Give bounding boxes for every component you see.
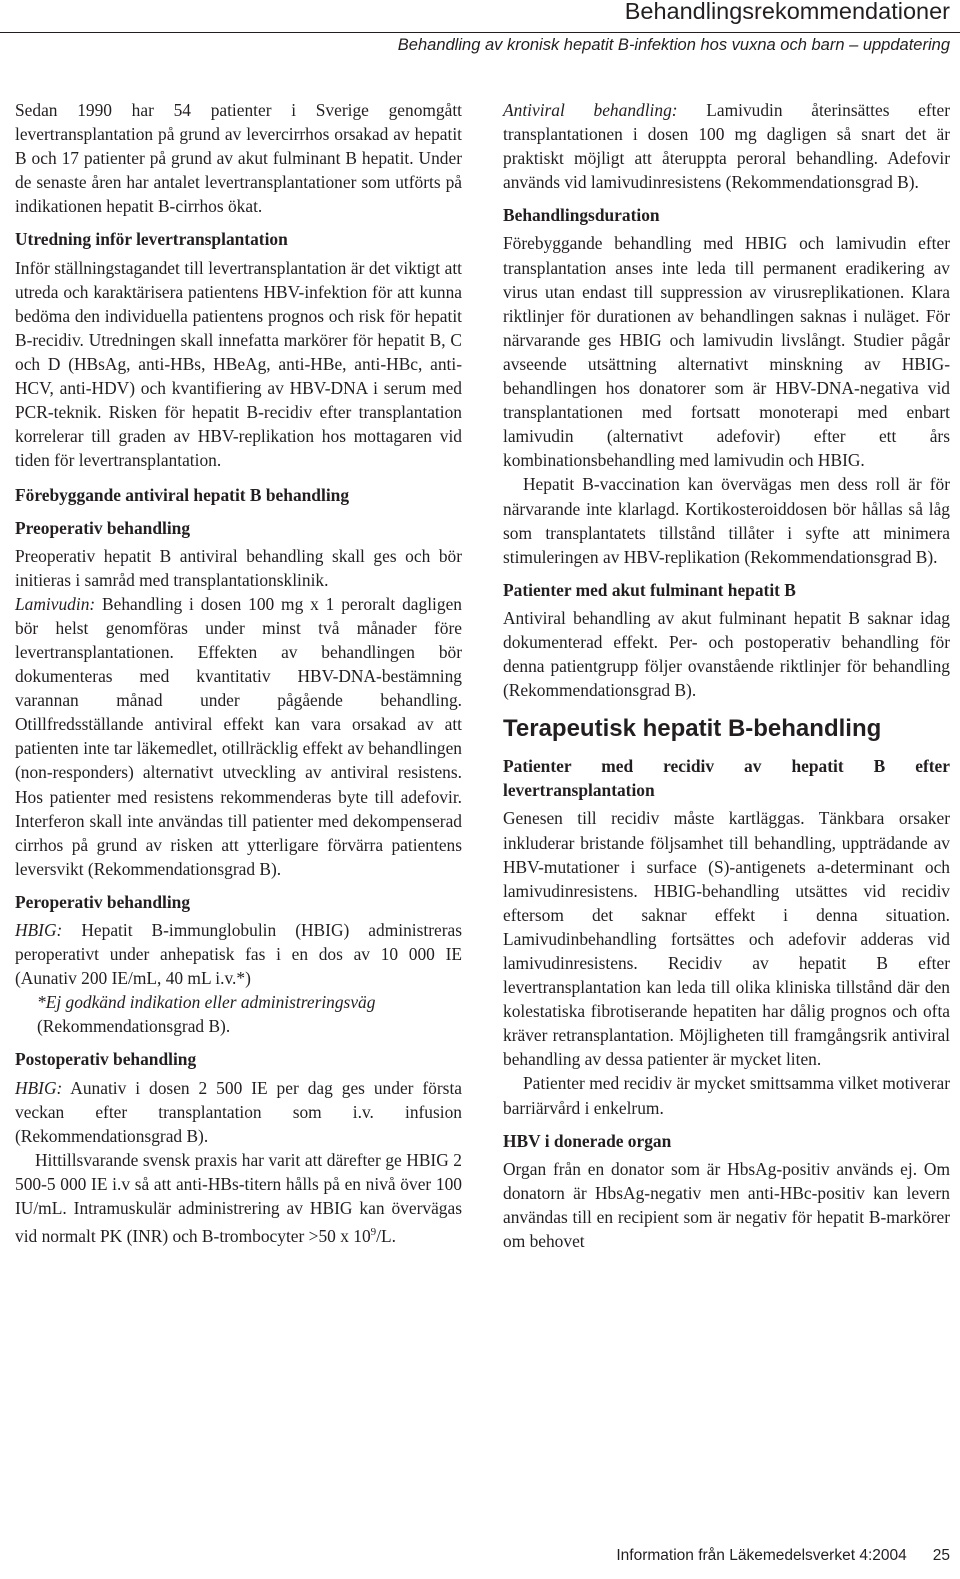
heading-akut-fulminant: Patienter med akut fulminant hepatit B (503, 579, 796, 600)
peroperativ-text: Hepatit B-immunglobulin (HBIG) administreras peroperativt under anhepatisk fas i en dos av 10 000 IE (Aunativ 200 IE/mL, 40 mL i.v.*) (15, 920, 462, 989)
heading-peroperativ: Peroperativ behandling (15, 891, 191, 912)
exponent: 9 (370, 1226, 377, 1239)
postoperativ-paragraph-2 (15, 1148, 462, 1248)
lamivudin-label: Lamivudin: (15, 593, 96, 614)
akut-paragraph: Antiviral behandling av akut fulminant hepatit B saknar idag dokumenterad effekt. Per- och postoperativ behandling för denna patientgrupp följer ovanstående riktlinjer för behandling (Rekommendationsgrad B). (503, 607, 950, 701)
duration-paragraph-1: Förebyggande behandling med HBIG och lamivudin efter transplantation anses inte leda till permanent eradikering av virus utan endast till suppression av virusreplikationen. Klara riktlinjer för durationen av behandlingen saknas i nuläget. För närvarande ges HBIG och lamivudin livslångt. Studier pågår avseende utsättning alternativt minskning av HBIG-behandlingen hos donatorer som är HBV-DNA-negativa vid transplantationen med fortsatt monoterapi med enbart lamivudin (alternativt adefovir) efter ett års kombinationsbehandling med lamivudin och HBIG. (503, 233, 950, 471)
right-column (503, 98, 950, 1253)
heading-preoperativ: Preoperativ behandling (15, 517, 191, 538)
postoperativ-text-2a: Hittillsvarande svensk praxis har varit att därefter ge HBIG 2 500-5 000 IE i.v så att anti-HBs-titern hålls på en nivå över 100 IU/mL. Intramuskulär administrering av HBIG kan övervägas vid normalt PK (INR) och B-trombocyter >50 x 10 (15, 1149, 462, 1246)
heading-behandlingsduration: Behandlingsduration (503, 205, 660, 226)
running-header-title: Behandlingsrekommendationer (624, 0, 950, 24)
heading-terapeutisk: Terapeutisk hepatit B-behandling (503, 715, 882, 743)
heading-utredning: Utredning inför levertransplantation (15, 229, 288, 250)
postoperativ-paragraph-1 (15, 1076, 462, 1148)
preoperativ-paragraph: Preoperativ hepatit B antiviral behandling skall ges och bör initieras i samråd med transplantationsklinik. (15, 545, 462, 590)
antiviral-label: Antiviral behandling: (503, 100, 678, 120)
recidiv-paragraph-1: Genesen till recidiv måste kartläggas. Tänkbara orsaker inkluderar bristande följsamhet till behandling, uppträdande av HBV-mutationer i surface (S)-antigenets a-determinant och lamivudinresistens. HBIG-behandling utsättes vid recidiv eftersom det saknar effekt i denna situation. Lamivudinbehandling fortsättes och adefovir adderas vid lamivudinresistens. Recidiv av hepatit B efter levertransplantation kan leda till olika kliniska tillstånd där den kolestatiska fibrotiserande hepatiten har dålig prognos och ofta kräver retransplantation. Möjligheten till framgångsrik antiviral behandling av dessa patienter är mycket liten. (503, 808, 950, 1070)
page-footer (616, 1547, 950, 1565)
hbig-label: HBIG: (15, 1077, 63, 1098)
postoperativ-text-2b: /L. (376, 1225, 396, 1246)
header-rule (0, 32, 960, 33)
heading-recidiv: Patienter med recidiv av hepatit B efter levertransplantation (503, 756, 950, 801)
lamivudin-text: Behandling i dosen 100 mg x 1 peroralt dagligen bör helst genomföras under minst två månader före levertransplantationen. Effekten av behandlingen bör dokumenteras med kvantitativ HBV-DNA-bestämning varannan månad under pågående behandling. Otillfredsställande antiviral effekt kan vara orsakad av att patienten inte tar läkemedlet, otillräcklig effekt av behandlingen (non-responders) alternativt utveckling av antiviral resistens. Hos patienter med resistens rekommenderas byte till adefovir. Interferon skall inte användas till patienter med dekompenserad cirrhos på grund av risken att ytterligare förvärra patientens leversvikt (Rekommendationsgrad B). (15, 593, 462, 879)
postoperativ-text-1: Aunativ i dosen 2 500 IE per dag ges under första veckan efter transplantation som i.v. infusion (Rekommendationsgrad B). (15, 1077, 462, 1146)
duration-paragraph-2: Hepatit B-vaccination kan övervägas men dess roll är för närvarande inte klarlagd. Kortikosteroiddosen bör hållas så låg som transplantatets tillstånd tillåter i syfte att minimera stimuleringen av HBV-replikation (Rekommendationsgrad B). (503, 474, 950, 567)
intro-paragraph: Sedan 1990 har 54 patienter i Sverige genomgått levertransplantation på grund av levercirrhos orsakad av hepatit B och 17 patienter på grund av akut fulminant B hepatit. Under de senaste åren har antalet levertransplantationer som utförts på indikationen hepatit B-cirrhos ökat. (15, 100, 462, 217)
antiviral-paragraph (503, 98, 950, 194)
left-column (15, 98, 462, 1248)
antiviral-text: Lamivudin återinsättes efter transplantationen i dosen 100 mg dagligen så snart det är praktiskt möjligt att återuppta peroral behandling. Adefovir används vid lamivudinresistens (Rekommendationsgrad B). (503, 100, 951, 193)
page-number: 25 (932, 1547, 950, 1564)
footnote: *Ej godkänd indikation eller administreringsväg (37, 992, 376, 1013)
lamivudin-paragraph (15, 592, 462, 881)
peroperativ-paragraph (15, 918, 462, 990)
footnote-grade: (Rekommendationsgrad B). (37, 1016, 231, 1037)
hbig-label: HBIG: (15, 920, 63, 940)
footer-source: Information från Läkemedelsverket 4:2004 (616, 1547, 907, 1564)
running-header-subtitle: Behandling av kronisk hepatit B-infektion hos vuxna och barn – uppdatering (397, 36, 950, 54)
heading-forebyggande: Förebyggande antiviral hepatit B behandling (15, 485, 350, 506)
heading-donerade-organ: HBV i donerade organ (503, 1130, 672, 1151)
donerade-paragraph: Organ från en donator som är HbsAg-positiv används ej. Om donatorn är HbsAg-negativ men anti-HBc-positiv kan levern användas till en recipient som är negativ för hepatit B-markörer om behovet (503, 1158, 950, 1252)
recidiv-paragraph-2: Patienter med recidiv är mycket smittsamma vilket motiverar barriärvård i enkelrum. (503, 1073, 950, 1118)
heading-postoperativ: Postoperativ behandling (15, 1049, 197, 1070)
utredning-paragraph: Inför ställningstagandet till levertransplantation är det viktigt att utreda och karaktärisera patientens HBV-infektion för att kunna bedöma den individuella patientens prognos och risk för hepatit B-recidiv. Utredningen skall innefatta markörer för hepatit B, C och D (HBsAg, anti-HBs, HBeAg, anti-HBe, anti-HBc, anti-HCV, anti-HDV) och kvantifiering av HBV-DNA i serum med PCR-teknik. Risken för hepatit B-recidiv efter transplantation korrelerar till graden av HBV-replikation hos mottagaren vid tiden för levertransplantation. (15, 257, 462, 471)
